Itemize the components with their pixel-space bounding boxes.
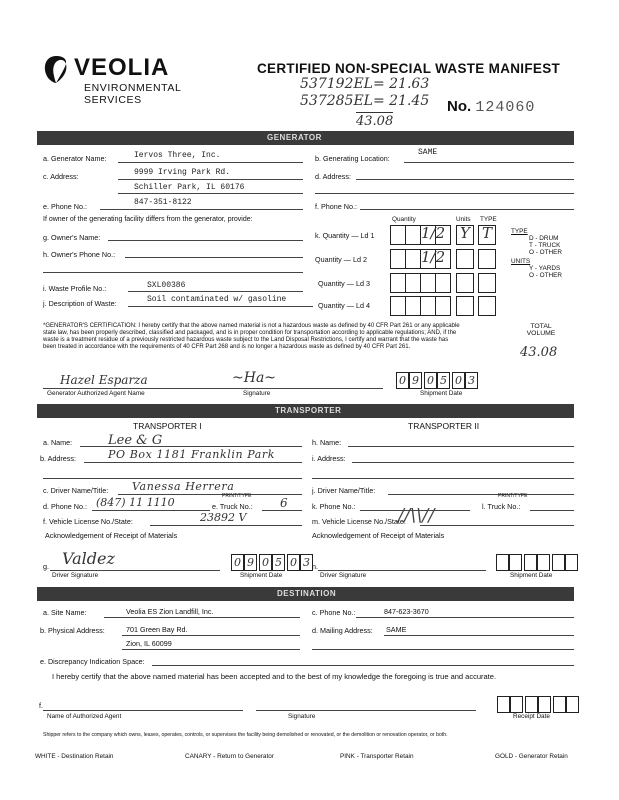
generating-location-label: b. Generating Location: <box>315 154 390 163</box>
ld2-quantity: 1/2 <box>421 248 446 266</box>
waste-desc-label: j. Description of Waste: <box>43 299 117 308</box>
t2-date-box <box>496 554 509 571</box>
ld4-label: Quantity — Ld 4 <box>318 301 370 310</box>
physical-address-label: b. Physical Address: <box>40 626 105 635</box>
generator-name-value: Iervos Three, Inc. <box>134 151 221 160</box>
t1-ack-label: Acknowledgement of Receipt of Materials <box>45 531 178 540</box>
waste-profile-label: i. Waste Profile No.: <box>43 284 107 293</box>
t1-date-box: 0 <box>259 554 272 571</box>
t1-date-box: 5 <box>272 554 285 571</box>
physical-address-line1: 701 Green Bay Rd. <box>126 625 188 634</box>
t2-date-box <box>552 554 565 571</box>
site-name-value: Veolia ES Zion Landfill, Inc. <box>126 607 214 616</box>
generator-date-box: 5 <box>437 372 450 389</box>
veolia-logo <box>42 52 242 106</box>
quantity-column-header: Quantity <box>392 216 416 223</box>
receipt-date-box <box>553 696 566 713</box>
generator-phone-value: 847-351-8122 <box>134 198 192 207</box>
t2-address-label: i. Address: <box>312 454 346 463</box>
t1-driver-sig-label: Driver Signature <box>52 572 99 579</box>
t2-print-type: PRINT/TYPE <box>498 493 528 499</box>
t2-date-box <box>565 554 578 571</box>
t1-print-type: PRINT/TYPE <box>222 493 252 499</box>
shipper-footnote: Shipper refers to the company which owns, leases, operates, controls, or supervises the facility being demolished or renovated, or the demolition or renovation operator, or both. <box>43 732 448 738</box>
owner-phone-label: h. Owner's Phone No.: <box>43 250 116 259</box>
t1-phone-value: (847) 11 1110 <box>96 496 175 509</box>
t2-scribble: //\\// <box>398 505 435 526</box>
t1-truck-label: e. Truck No.: <box>212 502 253 511</box>
transporter-1-title: TRANSPORTER I <box>133 421 202 431</box>
copy-canary: CANARY - Return to Generator <box>185 753 274 760</box>
units-legend-title: UNITS <box>511 258 531 265</box>
t1-name-label: a. Name: <box>43 438 73 447</box>
receipt-date-label: Receipt Date <box>513 713 550 720</box>
receipt-date-box <box>510 696 523 713</box>
manifest-number-value: 124060 <box>475 99 536 116</box>
generator-shipment-date <box>396 372 480 389</box>
type-legend-other: O - OTHER <box>529 249 563 256</box>
ld2-label: Quantity — Ld 2 <box>315 255 367 264</box>
t1-g-label: g. <box>43 562 49 571</box>
generator-name-label: a. Generator Name: <box>43 154 107 163</box>
generating-location-value: SAME <box>418 148 438 157</box>
generator-date-box: 0 <box>396 372 409 389</box>
t1-license-label: f. Vehicle License No./State: <box>43 517 133 526</box>
total-volume-label: TOTAL VOLUME <box>526 323 556 337</box>
t1-phone-label: d. Phone No.: <box>43 502 87 511</box>
transporter-band <box>37 404 574 418</box>
owner-name-label: g. Owner's Name: <box>43 233 101 242</box>
generator-band-label: GENERATOR <box>267 133 322 142</box>
t1-date-box: 9 <box>244 554 257 571</box>
authorized-agent-label: Name of Authorized Agent <box>47 713 122 720</box>
total-volume-value: 43.08 <box>520 345 558 360</box>
t2-n-label: n. <box>312 562 318 571</box>
owner-note: If owner of the generating facility differs from the generator, provide: <box>43 216 253 223</box>
receipt-date-box <box>525 696 538 713</box>
receipt-date-box <box>566 696 579 713</box>
copy-white: WHITE - Destination Retain <box>35 753 114 760</box>
generator-address-label: c. Address: <box>43 172 79 181</box>
units-legend-yards: Y - YARDS <box>529 265 561 272</box>
t1-ship-date-label: Shipment Date <box>240 572 283 579</box>
generator-date-box: 9 <box>409 372 422 389</box>
t1-date-box: 3 <box>300 554 313 571</box>
t2-ack-label: Acknowledgement of Receipt of Materials <box>312 531 445 540</box>
t1-address-value: PO Box 1181 Franklin Park <box>108 448 276 461</box>
type-column-header: TYPE <box>480 216 497 223</box>
t2-shipment-date <box>496 554 580 571</box>
type-legend-truck: T - TRUCK <box>529 242 561 249</box>
veolia-swirl-icon <box>42 54 70 84</box>
generator-date-box: 3 <box>465 372 478 389</box>
acceptance-certification: I hereby certify that the above named material has been accepted and to the best of my knowledge the foregoing is true and accurate. <box>52 672 497 681</box>
generator-signature: ~Ha~ <box>232 370 277 386</box>
dest-phone-label: c. Phone No.: <box>312 608 356 617</box>
receipt-date-boxes <box>497 696 581 713</box>
t2-license-label: m. Vehicle License No./State: <box>312 517 406 526</box>
ld1-unit: Y <box>460 224 470 242</box>
generator-date-box: 0 <box>424 372 437 389</box>
generator-address-line1: 9999 Irving Park Rd. <box>134 168 231 177</box>
ld1-label: k. Quantity — Ld 1 <box>315 231 375 240</box>
f-phone-label: f. Phone No.: <box>315 202 357 211</box>
ld1-type: T <box>482 224 493 242</box>
hand-total-note: 43.08 <box>356 114 394 129</box>
t2-driver-label: j. Driver Name/Title: <box>312 486 376 495</box>
type-legend-drum: D - DRUM <box>529 235 559 242</box>
discrepancy-label: e. Discrepancy Indication Space: <box>40 657 145 666</box>
destination-band-label: DESTINATION <box>277 589 337 598</box>
t2-date-box <box>537 554 550 571</box>
copy-pink: PINK - Transporter Retain <box>340 753 414 760</box>
generator-agent-label: Generator Authorized Agent Name <box>47 390 145 397</box>
ld3-label: Quantity — Ld 3 <box>318 279 370 288</box>
dest-f-label: f. <box>39 701 43 710</box>
t1-driver-value: Vanessa Herrera <box>132 480 235 493</box>
t2-date-box <box>509 554 522 571</box>
generator-signature-label: Signature <box>243 390 271 397</box>
brand-name: VEOLIA <box>74 54 170 81</box>
waste-desc-value: Soil contaminated w/ gasoline <box>147 295 287 304</box>
t1-date-box: 0 <box>287 554 300 571</box>
mailing-address-label: d. Mailing Address: <box>312 626 373 635</box>
generator-date-box: 0 <box>452 372 465 389</box>
t1-address-label: b. Address: <box>40 454 76 463</box>
receipt-date-box <box>497 696 510 713</box>
transporter-2-title: TRANSPORTER II <box>408 421 480 431</box>
t1-driver-signature: Valdez <box>62 549 115 568</box>
generator-band <box>37 131 574 145</box>
t1-license-value: 23892 V <box>200 511 247 524</box>
manifest-title: CERTIFIED NON-SPECIAL WASTE MANIFEST <box>257 61 561 76</box>
ld1-quantity: 1/2 <box>421 224 446 242</box>
generator-address-line2: Schiller Park, IL 60176 <box>134 183 245 192</box>
generator-certification: *GENERATOR'S CERTIFICATION: I hereby certify that the above named material is not a hazardous waste as defined by 40 CFR Part 261 or any applicable state law, has been properly described, classified and packaged, and is in proper condition for transportation according to applicable regulations; AND, if the waste is a treatment residue of a previously restricted hazardous waste subject to the Land Disposal Restrictions, I certify and warrant that the waste has been treated in accordance with the requirements of 40 CFR Part 268 and is no longer a hazardous waste as defined by 40 CFR Part 261. <box>43 323 460 350</box>
site-name-label: a. Site Name: <box>43 608 87 617</box>
t2-truck-label: l. Truck No.: <box>482 502 521 511</box>
type-legend-title: TYPE <box>511 228 528 235</box>
destination-band <box>37 587 574 601</box>
manifest-number <box>447 98 535 116</box>
units-legend-other: O - OTHER <box>529 272 563 279</box>
copy-gold: GOLD - Generator Retain <box>495 753 568 760</box>
t1-name-value: Lee & G <box>108 433 163 448</box>
dest-signature-label: Signature <box>288 713 316 720</box>
d-address-label: d. Address: <box>315 172 351 181</box>
generator-agent-name: Hazel Esparza <box>60 373 148 387</box>
mailing-address-value: SAME <box>386 625 407 634</box>
t1-date-box: 0 <box>231 554 244 571</box>
type-legend <box>511 228 562 279</box>
hand-note-2: 537285EL= 21.45 <box>300 93 430 109</box>
t1-truck-value: 6 <box>280 496 288 510</box>
brand-subtitle: ENVIRONMENTAL SERVICES <box>84 82 182 106</box>
t2-ship-date-label: Shipment Date <box>510 572 553 579</box>
t2-phone-label: k. Phone No.: <box>312 502 356 511</box>
physical-address-line2: Zion, IL 60099 <box>126 639 172 648</box>
receipt-date-box <box>538 696 551 713</box>
dest-phone-value: 847-623-3670 <box>384 607 429 616</box>
units-column-header: Units <box>456 216 471 223</box>
manifest-number-label: No. <box>447 98 472 115</box>
generator-phone-label: e. Phone No.: <box>43 202 87 211</box>
generator-ship-date-label: Shipment Date <box>420 390 463 397</box>
waste-profile-value: SXL00386 <box>147 281 186 290</box>
t2-date-box <box>524 554 537 571</box>
t1-driver-label: c. Driver Name/Title: <box>43 486 109 495</box>
transporter-band-label: TRANSPORTER <box>275 406 342 415</box>
t2-driver-sig-label: Driver Signature <box>320 572 367 579</box>
t1-shipment-date <box>231 554 315 571</box>
t2-name-label: h. Name: <box>312 438 342 447</box>
hand-note-1: 537192EL= 21.63 <box>300 76 430 92</box>
